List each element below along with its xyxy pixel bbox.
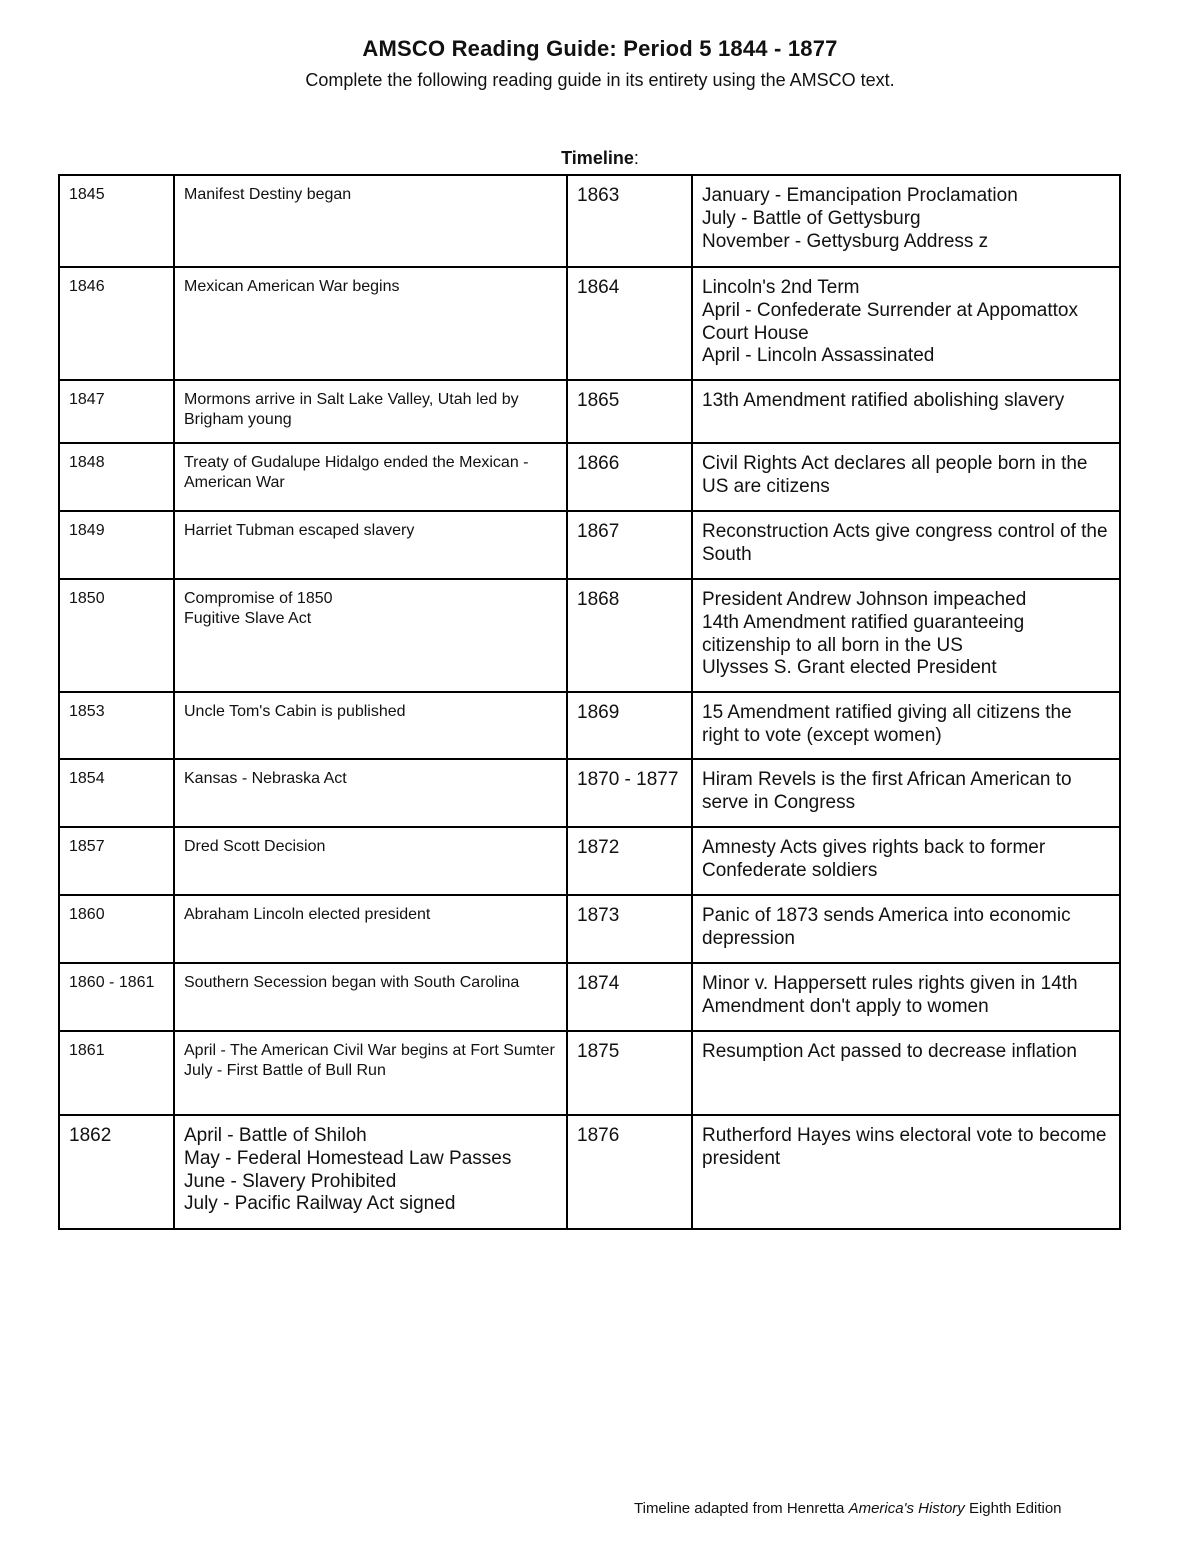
timeline-table <box>58 174 1121 1230</box>
right-year-cell: 1869 <box>567 692 692 759</box>
right-year-cell: 1866 <box>567 443 692 511</box>
footer-book-title: America's History <box>848 1500 965 1517</box>
left-event-cell: Abraham Lincoln elected president <box>174 895 567 963</box>
right-year-cell: 1868 <box>567 579 692 692</box>
table-row <box>59 827 1120 895</box>
footer-prefix: Timeline adapted from Henretta <box>634 1500 849 1517</box>
right-event-cell: Resumption Act passed to decrease inflation <box>692 1031 1120 1115</box>
left-event-cell: Treaty of Gudalupe Hidalgo ended the Mexican - American War <box>174 443 567 511</box>
left-event-cell: Mexican American War begins <box>174 267 567 380</box>
table-row <box>59 1115 1120 1229</box>
right-event-cell: Hiram Revels is the first African American to serve in Congress <box>692 759 1120 827</box>
right-event-cell: Minor v. Happersett rules rights given in 14th Amendment don't apply to women <box>692 963 1120 1031</box>
right-year-cell: 1865 <box>567 380 692 443</box>
left-year-cell: 1862 <box>59 1115 174 1229</box>
left-year-cell: 1860 <box>59 895 174 963</box>
right-year-cell: 1873 <box>567 895 692 963</box>
right-year-cell: 1874 <box>567 963 692 1031</box>
timeline-heading <box>0 148 1200 169</box>
timeline-heading-colon: : <box>633 148 639 168</box>
table-row <box>59 511 1120 579</box>
left-year-cell: 1857 <box>59 827 174 895</box>
right-event-cell: Rutherford Hayes wins electoral vote to become president <box>692 1115 1120 1229</box>
right-year-cell: 1870 - 1877 <box>567 759 692 827</box>
table-row <box>59 267 1120 380</box>
timeline-heading-text: Timeline <box>561 148 634 168</box>
table-row <box>59 692 1120 759</box>
right-year-cell: 1876 <box>567 1115 692 1229</box>
right-year-cell: 1875 <box>567 1031 692 1115</box>
right-event-cell: Civil Rights Act declares all people born in the US are citizens <box>692 443 1120 511</box>
right-year-cell: 1867 <box>567 511 692 579</box>
table-row <box>59 963 1120 1031</box>
footer-citation <box>634 1500 1062 1517</box>
page-subtitle: Complete the following reading guide in its entirety using the AMSCO text. <box>305 70 895 90</box>
table-row <box>59 759 1120 827</box>
right-year-cell: 1872 <box>567 827 692 895</box>
right-event-cell: Amnesty Acts gives rights back to former Confederate soldiers <box>692 827 1120 895</box>
left-event-cell: Southern Secession began with South Carolina <box>174 963 567 1031</box>
footer-suffix: Eighth Edition <box>964 1500 1062 1517</box>
right-event-cell: 15 Amendment ratified giving all citizens the right to vote (except women) <box>692 692 1120 759</box>
table-row <box>59 175 1120 267</box>
right-event-cell: Reconstruction Acts give congress control of the South <box>692 511 1120 579</box>
page-title: AMSCO Reading Guide: Period 5 1844 - 1877 <box>362 36 838 61</box>
left-year-cell: 1861 <box>59 1031 174 1115</box>
left-event-cell: April - The American Civil War begins at Fort Sumter July - First Battle of Bull Run <box>174 1031 567 1115</box>
left-event-cell: Harriet Tubman escaped slavery <box>174 511 567 579</box>
right-event-cell: Lincoln's 2nd Term April - Confederate Surrender at Appomattox Court House April - Lincoln Assassinated <box>692 267 1120 380</box>
table-row <box>59 443 1120 511</box>
left-year-cell: 1860 - 1861 <box>59 963 174 1031</box>
right-year-cell: 1864 <box>567 267 692 380</box>
right-year-cell: 1863 <box>567 175 692 267</box>
table-row <box>59 380 1120 443</box>
left-year-cell: 1848 <box>59 443 174 511</box>
right-event-cell: 13th Amendment ratified abolishing slavery <box>692 380 1120 443</box>
left-year-cell: 1849 <box>59 511 174 579</box>
left-event-cell: April - Battle of Shiloh May - Federal Homestead Law Passes June - Slavery Prohibited July - Pacific Railway Act signed <box>174 1115 567 1229</box>
right-event-cell: Panic of 1873 sends America into economic depression <box>692 895 1120 963</box>
left-event-cell: Uncle Tom's Cabin is published <box>174 692 567 759</box>
right-event-cell: President Andrew Johnson impeached 14th Amendment ratified guaranteeing citizenship to all born in the US Ulysses S. Grant elected President <box>692 579 1120 692</box>
left-year-cell: 1846 <box>59 267 174 380</box>
left-year-cell: 1845 <box>59 175 174 267</box>
left-year-cell: 1847 <box>59 380 174 443</box>
left-year-cell: 1853 <box>59 692 174 759</box>
left-year-cell: 1854 <box>59 759 174 827</box>
left-event-cell: Manifest Destiny began <box>174 175 567 267</box>
left-event-cell: Kansas - Nebraska Act <box>174 759 567 827</box>
table-row <box>59 895 1120 963</box>
right-event-cell: January - Emancipation Proclamation July - Battle of Gettysburg November - Gettysburg Address z <box>692 175 1120 267</box>
left-event-cell: Mormons arrive in Salt Lake Valley, Utah led by Brigham young <box>174 380 567 443</box>
left-year-cell: 1850 <box>59 579 174 692</box>
table-row <box>59 579 1120 692</box>
left-event-cell: Compromise of 1850 Fugitive Slave Act <box>174 579 567 692</box>
left-event-cell: Dred Scott Decision <box>174 827 567 895</box>
table-row <box>59 1031 1120 1115</box>
